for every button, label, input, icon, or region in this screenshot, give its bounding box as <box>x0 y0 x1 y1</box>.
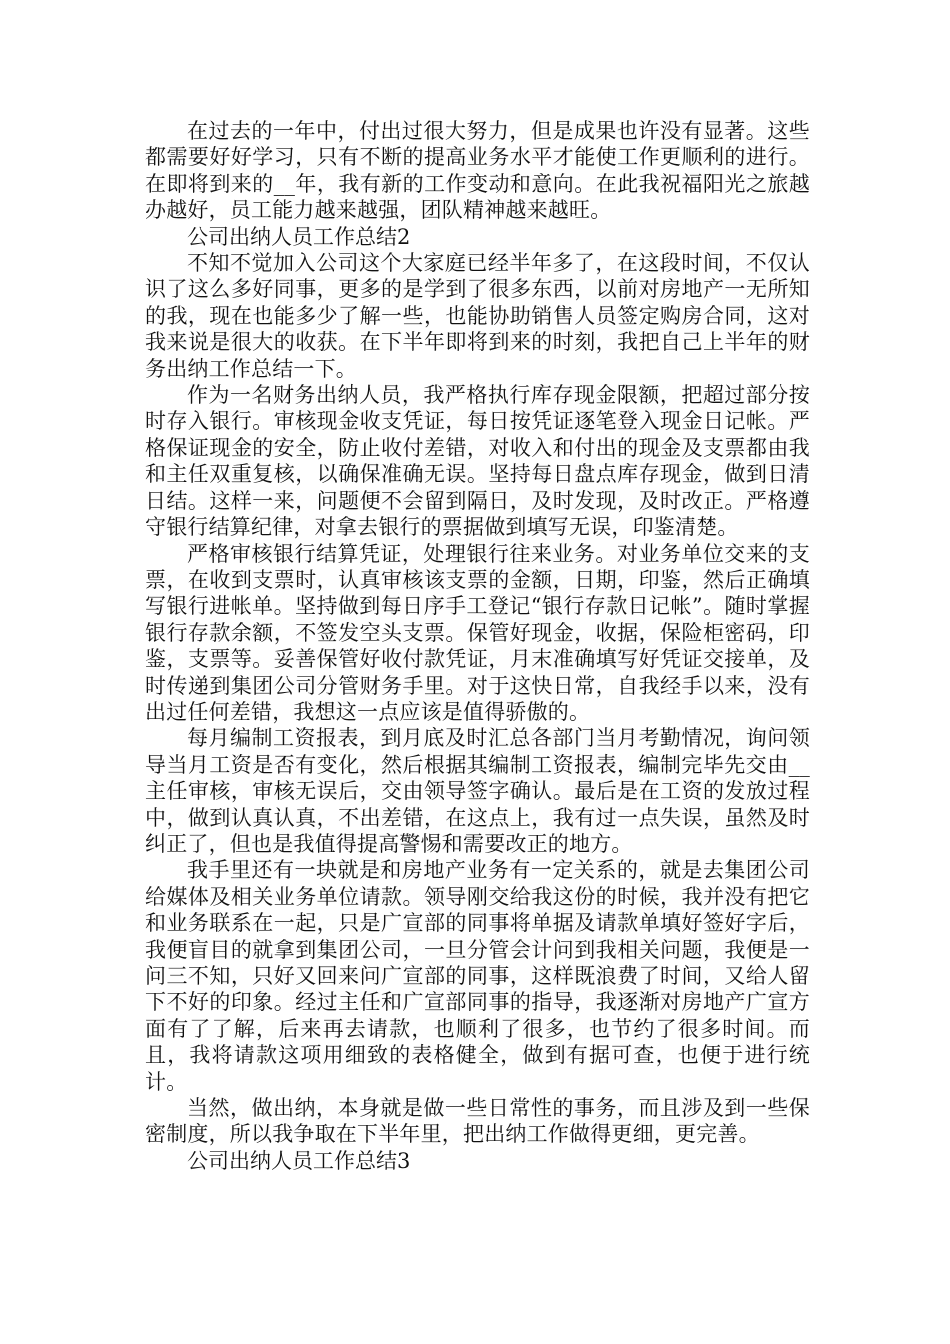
paragraph-closing-summary: 在过去的一年中，付出过很大努力，但是成果也许没有显著。这些都需要好好学习，只有不断的提高业务水平才能使工作更顺利的进行。在即将到来的__年，我有新的工作变动和意向。在此我祝福阳光之旅越办越好，员工能力越来越强，团队精神越来越旺。 <box>145 119 810 223</box>
paragraph-payroll: 每月编制工资报表，到月底及时汇总各部门当月考勤情况，询问领导当月工资是否有变化，然后根据其编制工资报表，编制完毕先交由__主任审核，审核无误后，交由领导签字确认。最后是在工资的发放过程中，做到认真认真，不出差错，在这点上，我有过一点失误，虽然及时纠正了，但也是我值得提高警惕和需要改正的地方。 <box>145 726 810 856</box>
paragraph-bank-settlement: 严格审核银行结算凭证，处理银行往来业务。对业务单位交来的支票，在收到支票时，认真审核该支票的金额，日期，印鉴，然后正确填写银行进帐单。坚持做到每日序手工登记“银行存款日记帐”。随时掌握银行存款余额，不签发空头支票。保管好现金，收据，保险柜密码，印鉴，支票等。妥善保管好收付款凭证，月末准确填写好凭证交接单，及时传递到集团公司分管财务手里。对于这快日常，自我经手以来，没有出过任何差错，我想这一点应该是值得骄傲的。 <box>145 541 810 724</box>
section-heading-2: 公司出纳人员工作总结2 <box>187 224 411 249</box>
paragraph-intro: 不知不觉加入公司这个大家庭已经半年多了，在这段时间，不仅认识了这么多好同事，更多的是学到了很多东西，以前对房地产一无所知的我，现在也能多少了解一些，也能协助销售人员签定购房合同，这对我来说是很大的收获。在下半年即将到来的时刻，我把自己上半年的财务出纳工作总结一下。 <box>145 251 810 381</box>
paragraph-conclusion: 当然，做出纳，本身就是做一些日常性的事务，而且涉及到一些保密制度，所以我争取在下半年里，把出纳工作做得更细，更完善。 <box>145 1096 810 1147</box>
paragraph-payment-requests: 我手里还有一块就是和房地产业务有一定关系的，就是去集团公司给媒体及相关业务单位请款。领导刚交给我这份的时候，我并没有把它和业务联系在一起，只是广宣部的同事将单据及请款单填好签好字后，我便盲目的就拿到集团公司，一旦分管会计问到我相关问题，我便是一问三不知，只好又回来问广宣部的同事，这样既浪费了时间，又给人留下不好的印象。经过主任和广宣部同事的指导，我逐渐对房地产广宣方面有了了解，后来再去请款，也顺利了很多，也节约了很多时间。而且，我将请款这项用细致的表格健全，做到有据可查，也便于进行统计。 <box>145 858 810 1094</box>
paragraph-cash-management: 作为一名财务出纳人员，我严格执行库存现金限额，把超过部分按时存入银行。审核现金收支凭证，每日按凭证逐笔登入现金日记帐。严格保证现金的安全，防止收付差错，对收入和付出的现金及支票都由我和主任双重复核，以确保准确无误。坚持每日盘点库存现金，做到日清日结。这样一来，问题便不会留到隔日，及时发现，及时改正。严格遵守银行结算纪律，对拿去银行的票据做到填写无误，印鉴清楚。 <box>145 383 810 540</box>
section-heading-3: 公司出纳人员工作总结3 <box>187 1148 411 1173</box>
document-body <box>145 118 810 1174</box>
